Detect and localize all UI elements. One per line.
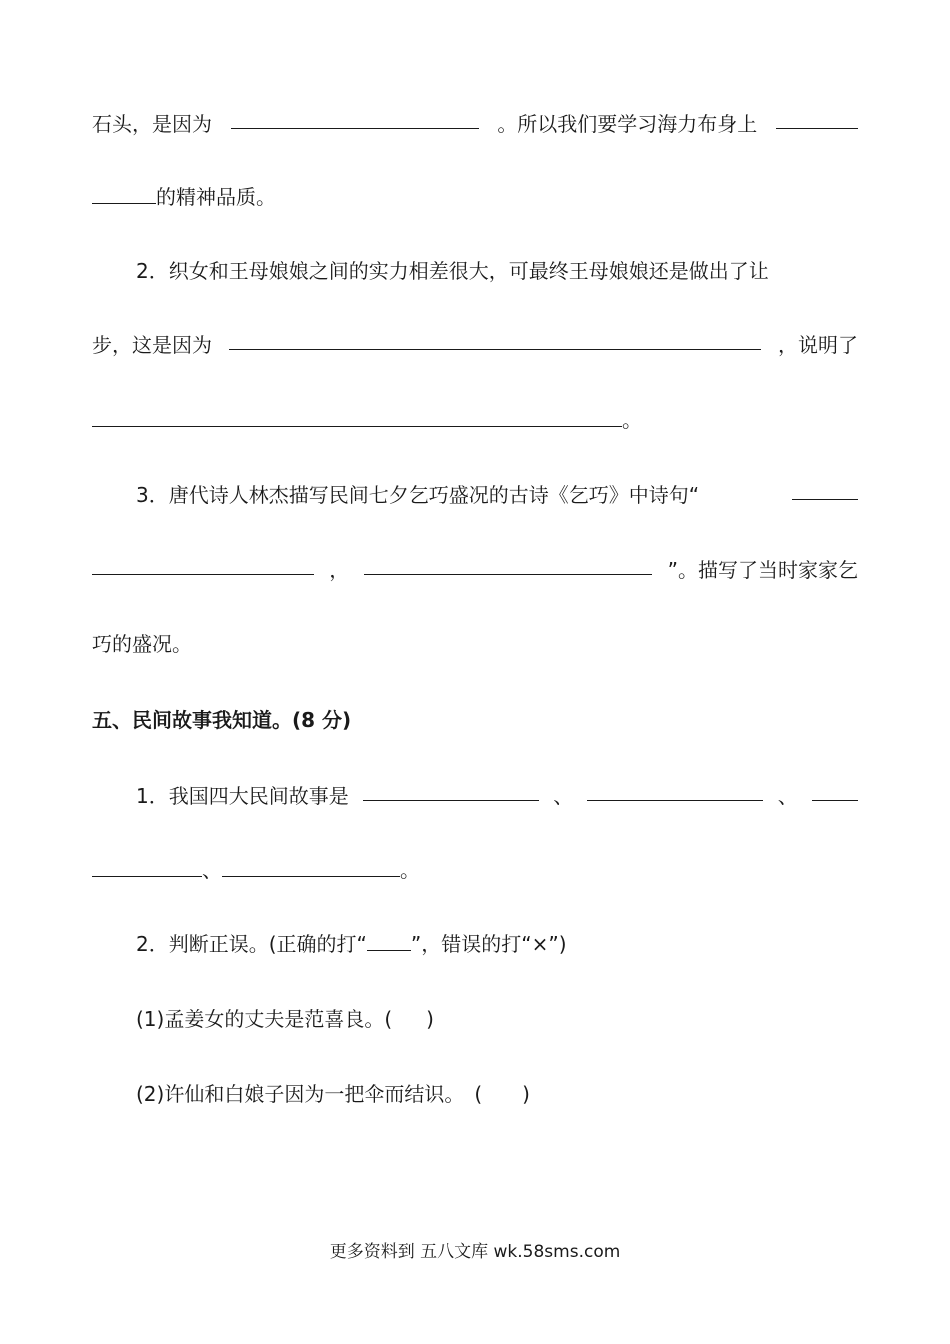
answer-blank[interactable]: [364, 556, 652, 575]
q2-text-d: 。: [622, 408, 642, 432]
q1-line-2: [92, 183, 858, 211]
s5-q1-end: 。: [400, 858, 420, 882]
s5-q2-text-b: ”，错误的打“×”): [410, 932, 567, 956]
answer-blank[interactable]: [587, 782, 763, 801]
answer-blank[interactable]: [229, 331, 761, 350]
s5-q1-line-1: [136, 782, 858, 810]
answer-blank[interactable]: [92, 185, 156, 204]
q3-line-1: [136, 481, 858, 509]
page-footer: [0, 1240, 950, 1264]
q3-text-d: 巧的盛况。: [92, 632, 192, 656]
q2-line-2: [92, 331, 858, 359]
item-1-text: (1)孟姜女的丈夫是范喜良。(: [136, 1007, 393, 1031]
q2-line-3: [92, 406, 858, 434]
answer-blank[interactable]: [92, 408, 622, 427]
separator: 、: [777, 784, 798, 808]
q2-line-1: [136, 257, 858, 285]
q1-text-b: 。所以我们要学习海力布身上: [497, 112, 758, 136]
separator: 、: [553, 784, 574, 808]
answer-blank[interactable]: [792, 481, 858, 500]
answer-blank[interactable]: [812, 782, 858, 801]
q3-text-b: ，: [329, 558, 350, 582]
item-2-close: ): [522, 1082, 530, 1106]
q3-line-2: [92, 556, 858, 584]
q2-text-a: 2．织女和王母娘娘之间的实力相差很大，可最终王母娘娘还是做出了让: [136, 259, 769, 283]
footer-text: 更多资料到 五八文库 wk.58sms.com: [329, 1242, 621, 1262]
q2-text-c: ，说明了: [778, 333, 858, 357]
separator: 、: [202, 858, 222, 882]
q1-line-1: [92, 110, 858, 138]
s5-q2-text-a: 2．判断正误。(正确的打“: [136, 932, 367, 956]
q3-text-a: 3．唐代诗人林杰描写民间七夕乞巧盛况的古诗《乞巧》中诗句“: [136, 483, 700, 507]
s5-q1-line-2: [92, 856, 858, 884]
answer-blank[interactable]: [231, 110, 479, 129]
q1-text-c: 的精神品质。: [156, 185, 276, 209]
answer-blank[interactable]: [363, 782, 539, 801]
answer-blank[interactable]: [776, 110, 858, 129]
answer-blank[interactable]: [92, 556, 314, 575]
s5-q1-text: 1．我国四大民间故事是: [136, 784, 349, 808]
answer-blank[interactable]: [222, 858, 400, 877]
section-5-title: 五、民间故事我知道。(8 分): [92, 708, 352, 732]
section-5-heading: [92, 706, 858, 734]
q2-text-b: 步，这是因为: [92, 333, 212, 357]
q3-line-3: [92, 630, 858, 658]
s5-item-2: [136, 1080, 858, 1108]
answer-blank[interactable]: [92, 858, 202, 877]
answer-blank[interactable]: [367, 932, 411, 951]
item-1-close: ): [426, 1007, 434, 1031]
q3-text-c: ”。描写了当时家家乞: [667, 558, 858, 582]
s5-q2-line: [136, 930, 858, 958]
item-2-text: (2)许仙和白娘子因为一把伞而结识。 (: [136, 1082, 483, 1106]
s5-item-1: [136, 1005, 858, 1033]
q1-text-a: 石头，是因为: [92, 112, 212, 136]
